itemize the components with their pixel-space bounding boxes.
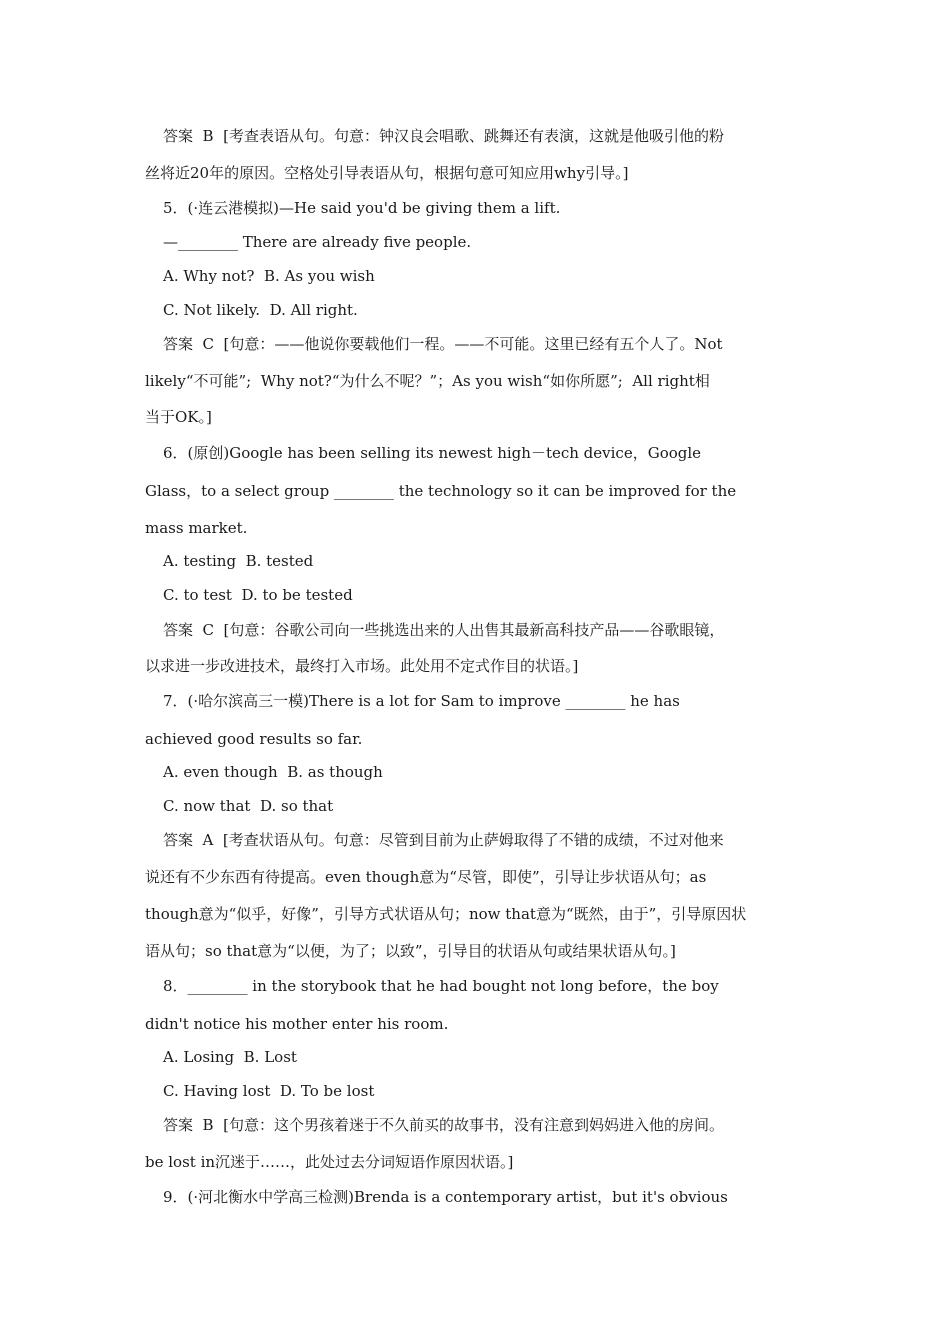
text-line: C. now that D. so that <box>163 797 334 815</box>
text-line: A. Losing B. Lost <box>163 1048 297 1066</box>
text-line: mass market. <box>145 519 248 537</box>
text-line: 5．(·连云港模拟)—He said you'd be giving them a lift. <box>163 199 561 217</box>
text-line: —________ There are already five people. <box>163 233 472 251</box>
text-line: 8．________ in the storybook that he had bought not long before，the boy <box>163 977 719 995</box>
text-line: C. Not likely. D. All right. <box>163 301 358 319</box>
text-line: didn't notice his mother enter his room. <box>145 1015 449 1033</box>
text-line: though意为“似乎，好像”，引导方式状语从句；now that意为“既然，由于”，引导原因状 <box>145 905 747 923</box>
text-line: achieved good results so far. <box>145 730 363 748</box>
text-line: 答案 C [句意：谷歌公司向一些挑选出来的人出售其最新高科技产品——谷歌眼镜， <box>163 621 725 639</box>
text-line: A. even though B. as though <box>163 763 383 781</box>
text-line: Glass，to a select group ________ the technology so it can be improved for the <box>145 482 737 500</box>
text-line: 丝将近20年的原因。空格处引导表语从句，根据句意可知应用why引导。] <box>145 164 629 182</box>
text-line: A. testing B. tested <box>163 552 314 570</box>
text-line: 答案 B [考查表语从句。句意：钟汉良会唱歌、跳舞还有表演，这就是他吸引他的粉 <box>163 127 724 145</box>
text-line: likely“不可能”; Why not?“为什么不呢？”；As you wish“如你所愿”; All right相 <box>145 372 710 390</box>
text-line: 语从句；so that意为“以便，为了；以致”，引导目的状语从句或结果状语从句。] <box>145 942 676 960</box>
text-line: 答案 A [考查状语从句。句意：尽管到目前为止萨姆取得了不错的成绩，不过对他来 <box>163 831 724 849</box>
text-line: 当于OK。] <box>145 408 212 426</box>
text-line: 7．(·哈尔滨高三一模)There is a lot for Sam to improve ________ he has <box>163 692 680 710</box>
text-line: 答案 C [句意：——他说你要载他们一程。——不可能。这里已经有五个人了。Not <box>163 335 723 353</box>
text-line: A. Why not? B. As you wish <box>163 267 375 285</box>
text-line: 6．(原创)Google has been selling its newest high－tech device，Google <box>163 444 702 462</box>
text-line: 答案 B [句意：这个男孩着迷于不久前买的故事书，没有注意到妈妈进入他的房间。 <box>163 1116 724 1134</box>
text-line: 9．(·河北衡水中学高三检测)Brenda is a contemporary artist，but it's obvious <box>163 1188 728 1206</box>
text-line: 以求进一步改进技术，最终打入市场。此处用不定式作目的状语。] <box>145 657 579 675</box>
text-line: C. Having lost D. To be lost <box>163 1082 375 1100</box>
text-line: 说还有不少东西有待提高。even though意为“尽管，即使”，引导让步状语从句；as <box>145 868 707 886</box>
text-line: C. to test D. to be tested <box>163 586 353 604</box>
text-line: be lost in沉迷于……，此处过去分词短语作原因状语。] <box>145 1153 514 1171</box>
